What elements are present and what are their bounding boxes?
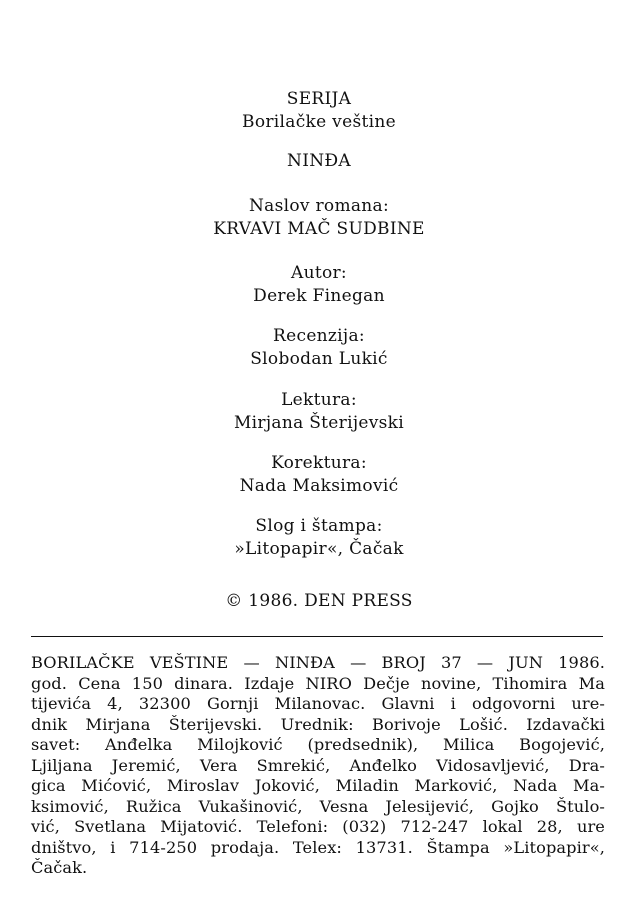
divider-rule xyxy=(31,636,603,637)
lecture-name: Mirjana Šterijevski xyxy=(233,413,405,433)
author-name: Derek Finegan xyxy=(253,286,385,306)
copyright-text: © 1986. DEN PRESS xyxy=(225,591,413,611)
novel-block xyxy=(0,195,638,241)
imprint-line: tijevića 4, 32300 Gornji Milanovac. Glavni i odgovorni ure- xyxy=(31,694,605,713)
author-block xyxy=(0,262,638,308)
imprint-paragraph xyxy=(31,653,605,879)
imprint-line: ksimović, Ružica Vukašinović, Vesna Jelesijević, Gojko Štulo- xyxy=(31,796,605,816)
series-name: Borilačke veštine xyxy=(242,112,396,132)
print-block xyxy=(0,515,638,561)
imprint-line: dnik Mirjana Šterijevski. Urednik: Borivoje Lošić. Izdavački xyxy=(31,714,605,734)
imprint-line: BORILAČKE VEŠTINE — NINĐA — BROJ 37 — JUN 1986. xyxy=(31,653,605,672)
copyright-block xyxy=(0,590,638,613)
imprint-line: gica Mićović, Miroslav Joković, Miladin Marković, Nada Ma- xyxy=(31,776,605,795)
series-heading: SERIJA xyxy=(286,89,352,109)
author-label: Autor: xyxy=(291,263,347,283)
imprint-line: dništvo, i 714-250 prodaja. Telex: 13731. Štampa »Litopapir«, xyxy=(31,837,605,857)
print-label: Slog i štampa: xyxy=(255,516,383,536)
proofreading-block xyxy=(0,452,638,498)
proofreading-label: Korektura: xyxy=(271,453,367,473)
review-name: Slobodan Lukić xyxy=(250,349,388,369)
imprint-line: god. Cena 150 dinara. Izdaje NIRO Dečje novine, Tihomira Ma xyxy=(31,673,605,693)
review-block xyxy=(0,325,638,371)
novel-title: KRVAVI MAČ SUDBINE xyxy=(213,219,425,239)
lecture-block xyxy=(0,389,638,435)
imprint-line: savet: Anđelka Milojković (predsednik), Milica Bogojević, xyxy=(31,735,605,754)
imprint-line: Ljiljana Jeremić, Vera Smrekić, Anđelko Vidosavljević, Dra- xyxy=(31,755,605,775)
title-series-block xyxy=(0,150,638,173)
print-name: »Litopapir«, Čačak xyxy=(234,539,404,559)
novel-label: Naslov romana: xyxy=(248,196,390,216)
series-block xyxy=(0,88,638,134)
imprint-line: Čačak. xyxy=(31,858,88,877)
title-series: NINĐA xyxy=(287,151,351,171)
imprint-line: vić, Svetlana Mijatović. Telefoni: (032) 712-247 lokal 28, ure xyxy=(31,817,605,836)
review-label: Recenzija: xyxy=(273,326,365,346)
proofreading-name: Nada Maksimović xyxy=(239,476,399,496)
lecture-label: Lektura: xyxy=(281,390,357,410)
